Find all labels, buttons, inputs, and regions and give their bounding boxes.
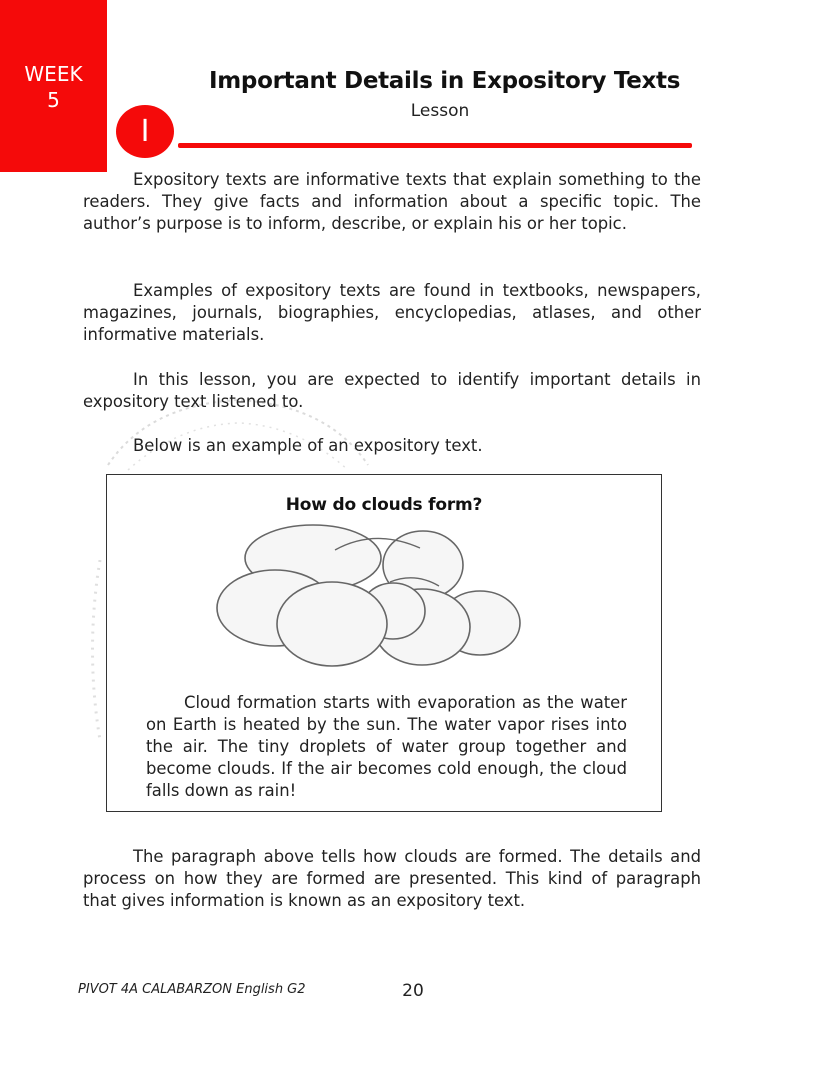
closing-paragraph: The paragraph above tells how clouds are formed. The details and process on how they are formed are presented. This kind of paragraph that gives information is known as an expository text. [83, 847, 701, 910]
example-title: How do clouds form? [285, 495, 483, 515]
week-badge [0, 0, 107, 172]
objective-paragraph: In this lesson, you are expected to identify important details in expository text listened to. [83, 370, 701, 411]
lesson-marker: I [116, 105, 174, 158]
example-text-box [106, 474, 662, 812]
footer-source: PIVOT 4A CALABARZON English G2 [78, 982, 306, 997]
week-number: 5 [47, 88, 60, 112]
intro-paragraph: Expository texts are informative texts that explain something to the readers. They give facts and information about a specific topic. The author’s purpose is to inform, describe, or explain his or her topic. [83, 170, 701, 233]
week-label: WEEK [24, 62, 83, 86]
page-title: Important Details in Expository Texts [209, 68, 681, 94]
example-paragraph: Cloud formation starts with evaporation as the water on Earth is heated by the sun. The water vapor rises into the air. The tiny droplets of water group together and become clouds. If the air becomes cold enough, the cloud falls down as rain! [146, 693, 627, 800]
cloud-icon [215, 520, 535, 675]
page-subtitle: Lesson [410, 101, 470, 121]
page-number: 20 [402, 981, 424, 1001]
title-divider [178, 143, 692, 148]
examples-paragraph: Examples of expository texts are found in textbooks, newspapers, magazines, journals, biographies, encyclopedias, atlases, and other informative materials. [83, 281, 701, 344]
example-intro-paragraph: Below is an example of an expository text. [133, 436, 483, 455]
